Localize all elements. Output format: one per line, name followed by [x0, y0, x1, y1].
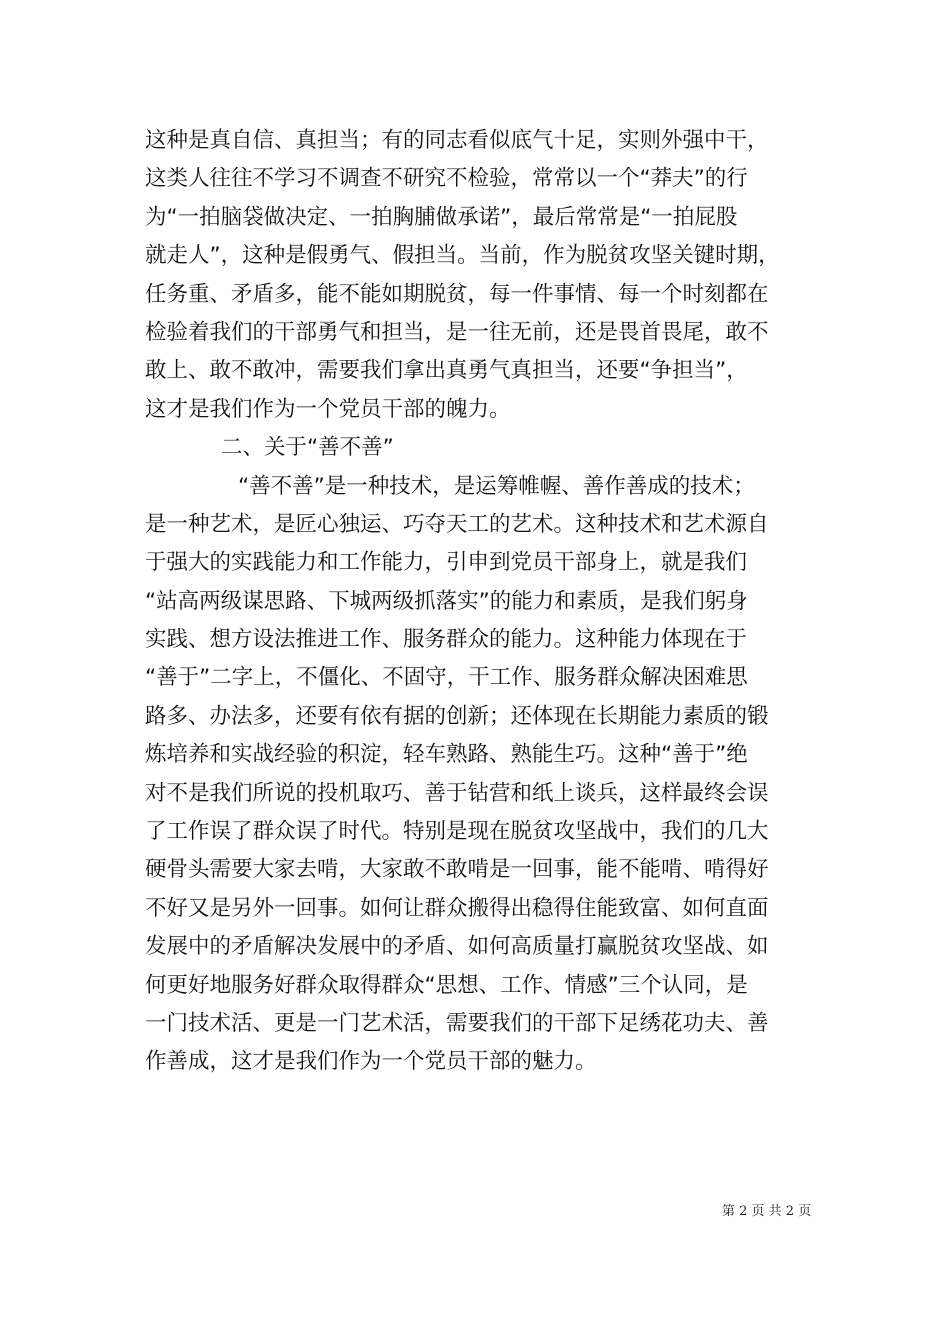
paragraph-line: 检验着我们的干部勇气和担当，是一往无前，还是畏首畏尾，敢不 [145, 319, 769, 345]
paragraph-line: 任务重、矛盾多，能不能如期脱贫，每一件事情、每一个时刻都在 [145, 281, 769, 307]
paragraph-line: “善不善”是一种技术，是运筹帷幄、善作善成的技术； [238, 473, 755, 499]
paragraph-line: 就走人”，这种是假勇气、假担当。当前，作为脱贫攻坚关键时期， [145, 243, 780, 269]
paragraph-line: 一门技术活、更是一门艺术活，需要我们的干部下足绣花功夫、善 [145, 1010, 769, 1036]
paragraph-line: 不好又是另外一回事。如何让群众搬得出稳得住能致富、如何直面 [145, 895, 769, 921]
paragraph-line: 这种是真自信、真担当；有的同志看似底气十足，实则外强中干， [145, 128, 769, 153]
paragraph-line: “善于”二字上，不僵化、不固守，干工作、服务群众解决困难思 [145, 665, 748, 691]
paragraph-line: 为“一拍脑袋做决定、一拍胸脯做承诺”，最后常常是“一拍屁股 [145, 204, 738, 230]
paragraph-line: “站高两级谋思路、下城两级抓落实”的能力和素质，是我们躬身 [145, 588, 748, 614]
paragraph-line: 敢上、敢不敢冲，需要我们拿出真勇气真担当，还要“争担当”， [145, 358, 748, 384]
page-number-footer: 第 2 页 共 2 页 [722, 1204, 812, 1219]
paragraph-line: 炼培养和实战经验的积淀，轻车熟路、熟能生巧。这种“善于”绝 [145, 742, 748, 768]
paragraph-line: 路多、办法多，还要有依有据的创新；还体现在长期能力素质的锻 [145, 703, 769, 729]
paragraph-line: 作善成，这才是我们作为一个党员干部的魅力。 [145, 1049, 597, 1075]
paragraph-line: 于强大的实践能力和工作能力，引申到党员干部身上，就是我们 [145, 550, 748, 576]
paragraph-line: 硬骨头需要大家去啃，大家敢不敢啃是一回事，能不能啃、啃得好 [145, 857, 769, 883]
paragraph-line: 发展中的矛盾解决发展中的矛盾、如何高质量打赢脱贫攻坚战、如 [145, 934, 769, 960]
paragraph-line: 了工作误了群众误了时代。特别是现在脱贫攻坚战中，我们的几大 [145, 819, 769, 845]
paragraph-line: 对不是我们所说的投机取巧、善于钻营和纸上谈兵，这样最终会误 [145, 780, 769, 806]
document-body [145, 122, 810, 1082]
paragraph-line: 这才是我们作为一个党员干部的魄力。 [145, 396, 511, 422]
paragraph-line: 实践、想方设法推进工作、服务群众的能力。这种能力体现在于 [145, 627, 748, 653]
paragraph-line: 这类人往往不学习不调查不研究不检验，常常以一个“莽夫”的行 [145, 166, 748, 192]
paragraph-line: 何更好地服务好群众取得群众“思想、工作、情感”三个认同，是 [145, 972, 748, 998]
paragraph-line: 是一种艺术，是匠心独运、巧夺天工的艺术。这种技术和艺术源自 [145, 511, 769, 537]
section-heading: 二、关于“善不善” [221, 435, 394, 461]
